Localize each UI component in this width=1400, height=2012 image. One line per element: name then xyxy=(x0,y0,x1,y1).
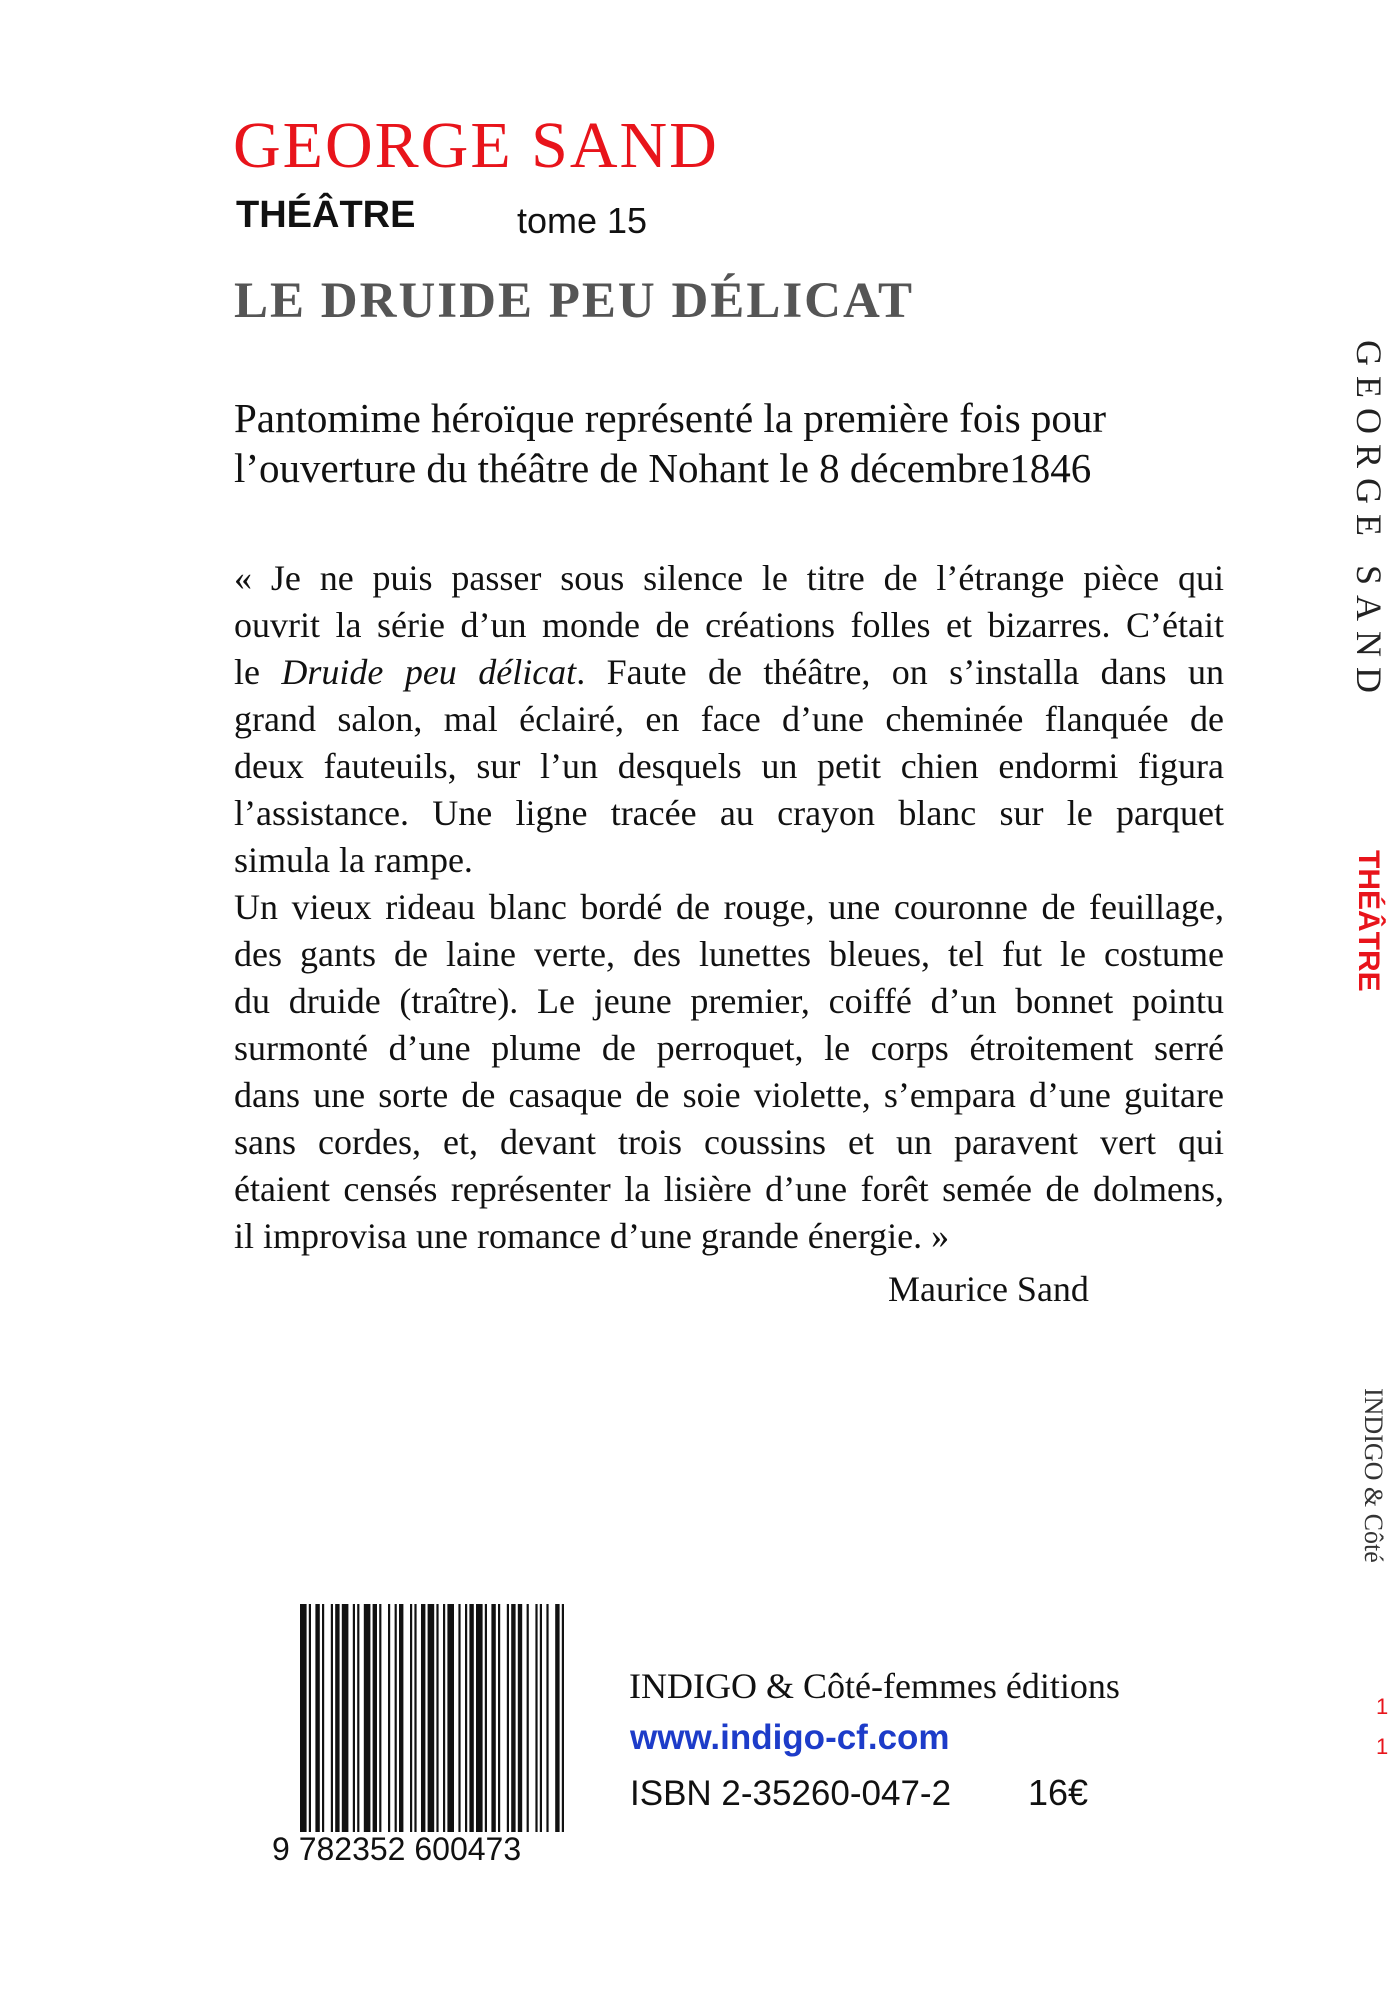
barcode-bar xyxy=(421,1604,425,1832)
barcode-bar xyxy=(357,1604,359,1832)
spine-series: THÉÂTRE xyxy=(1352,850,1385,992)
barcode-bar xyxy=(364,1604,371,1832)
quote-line: dans une sorte de casaque de soie violette, s’empara d’une guitare xyxy=(234,1075,1224,1115)
isbn: ISBN 2-35260-047-2 xyxy=(630,1774,952,1813)
barcode-bar xyxy=(342,1604,349,1832)
subtitle-line: Pantomime héroïque représenté la première fois pour xyxy=(234,395,1107,441)
barcode-bar xyxy=(485,1604,487,1832)
quote-line: Un vieux rideau blanc bordé de rouge, une couronne de feuillage, xyxy=(234,887,1224,927)
barcode-bar xyxy=(562,1604,564,1832)
barcode-bar xyxy=(465,1604,467,1832)
barcode-bar xyxy=(555,1604,559,1832)
barcode-bar xyxy=(443,1604,445,1832)
barcode-bar xyxy=(335,1604,339,1832)
barcode-bar xyxy=(414,1604,416,1832)
barcode-bars xyxy=(294,1604,604,1836)
quote-line: du druide (traître). Le jeune premier, coiffé d’un bonnet pointu xyxy=(234,981,1224,1021)
barcode-bar xyxy=(436,1604,438,1832)
quote-line: deux fauteuils, sur l’un desquels un petit chien endormi figura xyxy=(234,746,1224,786)
barcode-bar xyxy=(300,1604,307,1832)
barcode-bar xyxy=(353,1604,355,1832)
barcode-bar xyxy=(469,1604,473,1832)
barcode-bar xyxy=(546,1604,548,1832)
quote-line: l’assistance. Une ligne tracée au crayon blanc sur le parquet xyxy=(234,793,1224,833)
barcode-bar xyxy=(476,1604,483,1832)
barcode-bar xyxy=(322,1604,324,1832)
barcode-bar xyxy=(498,1604,500,1832)
spine-author: GEORGE SAND xyxy=(1349,340,1389,704)
barcode-bar xyxy=(315,1604,319,1832)
author-name: GEORGE SAND xyxy=(233,109,719,182)
barcode-bar xyxy=(540,1604,542,1832)
volume-label: tome 15 xyxy=(517,200,648,241)
barcode-bar xyxy=(309,1604,311,1832)
barcode-bar xyxy=(535,1604,537,1832)
barcode-bar xyxy=(331,1604,333,1832)
barcode-bar xyxy=(428,1604,435,1832)
quote-line: il improvisa une romance d’une grande énergie. » xyxy=(234,1216,950,1256)
quote-line: grand salon, mal éclairé, en face d’une cheminée flanquée de xyxy=(234,699,1224,739)
quote-line-with-italic: le Druide peu délicat. Faute de théâtre, on s’installa dans un xyxy=(234,652,1224,692)
quote-line: sans cordes, et, devant trois coussins et un paravent vert qui xyxy=(234,1122,1224,1162)
subtitle xyxy=(234,393,1224,493)
barcode-bar xyxy=(507,1604,509,1832)
barcode-bar xyxy=(447,1604,454,1832)
barcode-bar xyxy=(491,1604,495,1832)
book-title: LE DRUIDE PEU DÉLICAT xyxy=(234,273,915,329)
barcode-bar xyxy=(373,1604,377,1832)
price: 16€ xyxy=(1028,1772,1089,1813)
barcode-bar xyxy=(518,1604,522,1832)
quote-line: des gants de laine verte, des lunettes bleues, tel fut le costume xyxy=(234,934,1224,974)
quote-line: étaient censés représenter la lisière d’une forêt semée de dolmens, xyxy=(234,1169,1224,1209)
quote-line: surmonté d’une plume de perroquet, le corps étroitement serré xyxy=(234,1028,1224,1068)
quote-line: simula la rampe. xyxy=(234,840,473,880)
quote-line: ouvrit la série d’un monde de créations folles et bizarres. C’était xyxy=(234,605,1224,645)
barcode-bar xyxy=(388,1604,390,1832)
spine-publisher: INDIGO & Côté xyxy=(1359,1388,1388,1563)
subtitle-line: l’ouverture du théâtre de Nohant le 8 décembre1846 xyxy=(234,445,1092,491)
quote-line: « Je ne puis passer sous silence le titre de l’étrange pièce qui xyxy=(234,558,1224,598)
barcode-bar xyxy=(458,1604,460,1832)
spine-mark: 1 xyxy=(1376,1734,1389,1759)
quote-italic-title: Druide peu délicat xyxy=(281,652,577,692)
barcode-bar xyxy=(379,1604,381,1832)
series-label: THÉÂTRE xyxy=(236,194,416,236)
barcode-bar xyxy=(410,1604,412,1832)
barcode-bar xyxy=(399,1604,403,1832)
blurb-quote xyxy=(234,555,1224,1260)
quote-attribution: Maurice Sand xyxy=(888,1269,1089,1309)
publisher-website[interactable]: www.indigo-cf.com xyxy=(630,1718,950,1757)
publisher-name: INDIGO & Côté-femmes éditions xyxy=(629,1666,1120,1706)
spine-mark: 1 xyxy=(1376,1694,1389,1719)
barcode-bar xyxy=(395,1604,397,1832)
barcode-digits: 9 782352 600473 xyxy=(272,1831,522,1867)
barcode-bar xyxy=(511,1604,515,1832)
barcode-bar xyxy=(527,1604,529,1832)
